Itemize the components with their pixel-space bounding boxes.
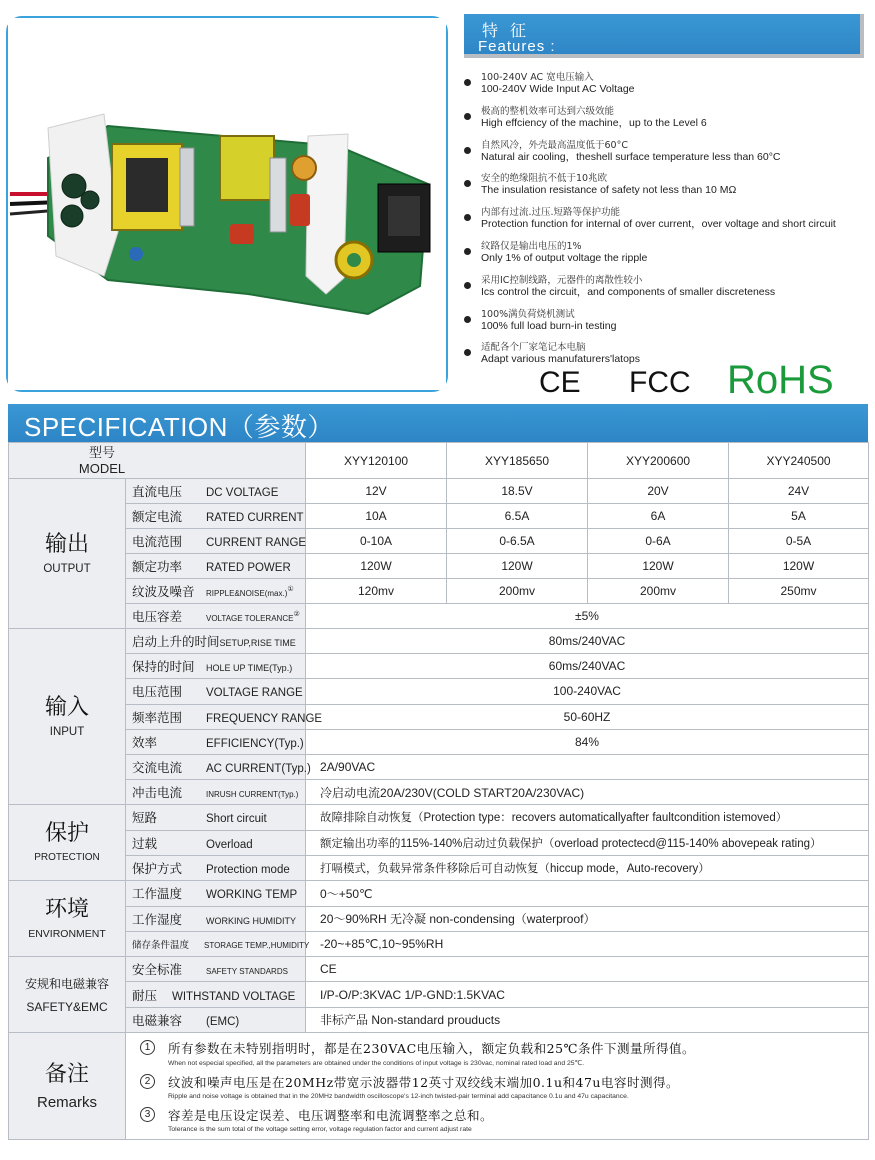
remark-number: 3 — [140, 1107, 155, 1122]
param-cell — [126, 654, 306, 679]
model-name: XYY240500 — [729, 443, 869, 479]
section-label-en: ENVIRONMENT — [28, 927, 106, 940]
value-cell: 200mv — [447, 579, 588, 604]
param-en: Overload — [206, 838, 253, 851]
input-section-label — [9, 629, 126, 805]
feature-en: Ics control the circuit，and components of smaller discreteness — [481, 285, 776, 298]
value-cell: 20～90%RH 无冷凝 non-condensing（waterproof） — [306, 906, 869, 931]
param-cn: 效率 — [132, 734, 158, 750]
rohs-logo: RoHS — [727, 358, 834, 402]
section-label-cn: 输出 — [44, 531, 89, 557]
value-cell: 0-5A — [729, 529, 869, 554]
spec-row — [9, 554, 869, 579]
feature-en: Protection function for internal of over current，over voltage and short circuit — [481, 218, 836, 231]
feature-en: 100-240V Wide Input AC Voltage — [481, 83, 635, 95]
param-en: WORKING TEMP — [206, 889, 298, 902]
environment-section-label — [9, 881, 126, 957]
section-label-en: INPUT — [49, 725, 85, 738]
spec-row — [9, 579, 869, 604]
value-cell: 84% — [306, 729, 869, 754]
feature-item — [463, 309, 873, 343]
remark-number: 2 — [140, 1074, 155, 1089]
spec-row — [9, 931, 869, 956]
model-name: XYY200600 — [588, 443, 729, 479]
param-en: CURRENT RANGE — [206, 537, 307, 549]
remark-number: 1 — [140, 1040, 155, 1055]
bullet-icon — [464, 113, 471, 120]
feature-cn: 纹路仅是输出电压的1% — [481, 240, 582, 252]
spec-row — [9, 754, 869, 779]
spec-row — [9, 957, 869, 982]
param-cn: 额定电流 — [132, 509, 183, 524]
bullet-icon — [464, 282, 471, 289]
value-cell: ±5% — [306, 604, 869, 629]
model-label-cn: 型号 — [89, 445, 116, 461]
param-en: RATED CURRENT — [206, 512, 304, 524]
bullet-icon — [464, 248, 471, 255]
spec-row — [9, 805, 869, 830]
param-cell — [126, 906, 306, 931]
features-title-en: Features : — [478, 38, 556, 55]
value-cell: 24V — [729, 479, 869, 504]
param-cn: 冲击电流 — [132, 785, 183, 801]
model-name: XYY185650 — [447, 443, 588, 479]
value-cell: 120W — [588, 554, 729, 579]
feature-cn: 安全的绝缘阻抗不低于10兆欧 — [481, 173, 608, 185]
param-cell — [126, 579, 306, 604]
param-cn: 电压范围 — [132, 684, 183, 700]
spec-row — [9, 679, 869, 704]
protection-section-label — [9, 805, 126, 881]
param-cn: 工作湿度 — [132, 911, 183, 927]
value-cell: 0-6.5A — [447, 529, 588, 554]
spec-row — [9, 479, 869, 504]
param-en: RIPPLE&NOISE(max.) — [206, 589, 288, 598]
spec-row — [9, 529, 869, 554]
feature-item — [463, 241, 873, 275]
value-cell: 0-10A — [306, 529, 447, 554]
param-cn: 工作温度 — [132, 886, 183, 902]
specification-table — [8, 442, 869, 1140]
remark-en: Tolerance is the sum total of the voltage setting error, voltage regulation factor and current adjust rate — [168, 1125, 472, 1133]
spec-row — [9, 1007, 869, 1032]
value-cell: 120W — [729, 554, 869, 579]
spec-row — [9, 881, 869, 906]
footnote-mark: ① — [287, 586, 294, 593]
param-en: STORAGE TEMP.,HUMIDITY — [204, 940, 310, 950]
param-cn: 额定功率 — [132, 559, 183, 574]
ce-logo: CE — [539, 366, 581, 399]
param-en: DC VOLTAGE — [206, 487, 279, 499]
spec-row — [9, 704, 869, 729]
value-cell: -20~+85℃,10~95%RH — [306, 931, 869, 956]
param-cell — [126, 554, 306, 579]
feature-cn: 适配各个厂家笔记本电脑 — [481, 342, 586, 354]
feature-en: Adapt various manufaturers'latops — [481, 353, 641, 366]
param-cell — [126, 754, 311, 779]
feature-en: 100% full load burn-in testing — [481, 319, 617, 332]
value-cell: 100-240VAC — [306, 679, 869, 704]
bullet-icon — [464, 180, 471, 187]
section-label-en: Remarks — [36, 1093, 97, 1111]
remarks-section-label — [9, 1032, 126, 1139]
feature-cn: 100-240V AC 宽电压输入 — [481, 72, 594, 83]
value-cell: 250mv — [729, 579, 869, 604]
param-cn: 安全标准 — [132, 962, 183, 978]
specification-header — [8, 404, 868, 442]
value-cell: 故障排除自动恢复（Protection type：recovers automaticallyafter faultcondition istemoved） — [306, 805, 869, 830]
value-cell: 0-6A — [588, 529, 729, 554]
param-en: SAFETY STANDARDS — [206, 967, 288, 977]
feature-en: Only 1% of output voltage the ripple — [481, 251, 648, 264]
param-en: SETUP,RISE TIME — [219, 638, 296, 649]
section-label-en: PROTECTION — [34, 851, 100, 863]
value-cell: 2A/90VAC — [306, 754, 869, 779]
value-cell: 18.5V — [447, 479, 588, 504]
spec-row — [9, 604, 869, 629]
remarks-content — [126, 1032, 869, 1139]
section-label-cn: 保护 — [44, 820, 89, 846]
output-section-label — [9, 479, 126, 629]
value-cell: CE — [306, 957, 869, 982]
param-en: WORKING HUMIDITY — [206, 915, 296, 926]
remark-cn: 纹波和噪声电压是在20MHz带宽示波器带12英寸双绞线末端加0.1u和47u电容时测得。 — [168, 1074, 679, 1090]
param-cn: 电流范围 — [132, 534, 183, 549]
section-label-cn: 备注 — [44, 1061, 89, 1087]
spec-row — [9, 982, 869, 1007]
remark-en: Ripple and noise voltage is obtained that in the 20MHz bandwidth oscilloscope's 12-inch twisted-pair terminal add capacitance 0.1u and 47u capacitance. — [168, 1092, 629, 1100]
param-en: HOLE UP TIME(Typ.) — [206, 663, 293, 674]
feature-item — [463, 207, 873, 241]
section-label-cn: 安规和电磁兼容 — [24, 976, 109, 991]
value-cell: 120W — [447, 554, 588, 579]
value-cell: 0～+50℃ — [306, 881, 869, 906]
value-cell: 12V — [306, 479, 447, 504]
model-row — [9, 443, 869, 479]
spec-row — [9, 830, 869, 855]
spec-row — [9, 780, 869, 805]
specification-title: SPECIFICATION（参数） — [24, 412, 334, 442]
param-cell — [126, 931, 310, 956]
remark-cn: 容差是电压设定误差、电压调整率和电流调整率之总和。 — [168, 1107, 494, 1123]
param-cell — [126, 830, 306, 855]
param-cell — [126, 504, 306, 529]
features-list — [463, 72, 873, 376]
feature-item — [463, 173, 873, 207]
specification-table-wrap — [8, 442, 868, 1140]
param-cn: 电磁兼容 — [132, 1012, 183, 1028]
param-cn: 直流电压 — [132, 484, 183, 499]
param-cn: 保护方式 — [132, 861, 183, 877]
spec-row — [9, 729, 869, 754]
bullet-icon — [464, 349, 471, 356]
bullet-icon — [464, 79, 471, 86]
remark-item — [138, 1073, 860, 1100]
param-en: AC CURRENT(Typ.) — [206, 763, 311, 776]
feature-en: Natural air cooling，theshell surface temperature less than 60°C — [481, 150, 781, 163]
features-header — [464, 14, 864, 58]
footnote-mark: ② — [293, 611, 300, 618]
value-cell: 打嗝模式，负载异常条件移除后可自动恢复（hiccup mode，Auto-recovery） — [306, 855, 869, 880]
section-label-en: OUTPUT — [43, 562, 91, 575]
param-cell — [126, 982, 306, 1007]
feature-item — [463, 275, 873, 309]
model-name: XYY120100 — [306, 443, 447, 479]
param-cell — [126, 679, 306, 704]
remark-item — [138, 1106, 860, 1133]
spec-row — [9, 629, 869, 654]
certification-logos — [463, 360, 873, 400]
value-cell: 6A — [588, 504, 729, 529]
feature-item — [463, 72, 873, 106]
param-cn: 频率范围 — [132, 709, 183, 725]
param-cell — [126, 881, 306, 906]
value-cell: 非标产品 Non-standard prouducts — [306, 1007, 869, 1032]
feature-cn: 采用IC控制线路，元器件的离散性较小 — [481, 274, 643, 286]
feature-en: High effciency of the machine，up to the Level 6 — [481, 116, 707, 129]
param-cn: 保持的时间 — [132, 659, 195, 675]
model-label-en: MODEL — [78, 460, 126, 476]
param-en: (EMC) — [206, 1015, 240, 1028]
section-label-cn: 输入 — [44, 694, 89, 720]
value-cell: 20V — [588, 479, 729, 504]
value-cell: 50-60HZ — [306, 704, 869, 729]
value-cell: 200mv — [588, 579, 729, 604]
feature-item — [463, 140, 873, 174]
param-cn: 过载 — [132, 835, 158, 851]
value-cell: 120mv — [306, 579, 447, 604]
value-cell: I/P-O/P:3KVAC 1/P-GND:1.5KVAC — [306, 982, 869, 1007]
feature-item — [463, 106, 873, 140]
param-en: VOLTAGE RANGE — [206, 687, 303, 700]
bullet-icon — [464, 316, 471, 323]
param-cn: 交流电流 — [132, 760, 183, 776]
spec-row — [9, 906, 869, 931]
param-cell — [126, 604, 306, 629]
param-cn: 电压容差 — [132, 609, 183, 624]
param-cn: 储存条件温度 — [132, 939, 190, 951]
feature-cn: 自然风冷，外壳最高温度低于60°C — [481, 139, 628, 151]
fcc-logo: FCC — [629, 366, 691, 399]
param-cell — [126, 629, 306, 654]
param-cell — [126, 957, 306, 982]
param-en: WITHSTAND VOLTAGE — [172, 990, 296, 1003]
param-en: VOLTAGE TOLERANCE — [206, 614, 294, 623]
remark-en: When not especial specified, all the parameters are obtained under the conditions of input voltage is 230vac, nominal rated load and 25℃. — [168, 1059, 585, 1067]
value-cell: 10A — [306, 504, 447, 529]
param-cell — [126, 1007, 306, 1032]
bullet-icon — [464, 147, 471, 154]
param-cell — [126, 780, 306, 805]
spec-row — [9, 654, 869, 679]
remark-cn: 所有参数在未特别指明时，都是在230VAC电压输入，额定负载和25℃条件下测量所得值。 — [168, 1040, 696, 1056]
feature-cn: 内部有过流.过压.短路等保护功能 — [481, 207, 621, 219]
value-cell: 60ms/240VAC — [306, 654, 869, 679]
remarks-row — [9, 1032, 869, 1139]
value-cell: 80ms/240VAC — [306, 629, 869, 654]
param-cn: 启动上升的时间 — [132, 634, 220, 650]
model-label-cell — [9, 443, 306, 479]
feature-cn: 100%满负荷烧机测试 — [481, 308, 575, 320]
param-cn: 耐压 — [132, 987, 158, 1003]
param-en: EFFICIENCY(Typ.) — [206, 737, 304, 750]
value-cell: 额定输出功率的115%-140%启动过负载保护（overload protectecd@115-140% abovepeak rating） — [306, 830, 869, 855]
param-cell — [126, 805, 306, 830]
bullet-icon — [464, 214, 471, 221]
param-cell — [126, 479, 306, 504]
param-en: Protection mode — [206, 864, 290, 877]
section-label-en: SAFETY&EMC — [26, 999, 108, 1014]
features-title-cn: 特征 — [482, 21, 539, 40]
param-en: FREQUENCY RANGE — [206, 712, 323, 725]
param-cell — [126, 729, 306, 754]
value-cell: 5A — [729, 504, 869, 529]
section-label-cn: 环境 — [44, 896, 89, 922]
param-en: INRUSH CURRENT(Typ.) — [206, 790, 299, 800]
param-en: Short circuit — [206, 813, 267, 826]
param-cn: 纹波及噪音 — [132, 584, 195, 599]
remark-item — [138, 1039, 860, 1067]
feature-cn: 极高的整机效率可达到六级效能 — [481, 105, 615, 117]
product-photo-frame — [6, 16, 448, 392]
param-cn: 短路 — [132, 810, 158, 826]
value-cell: 6.5A — [447, 504, 588, 529]
param-cell — [126, 529, 306, 554]
spec-row — [9, 504, 869, 529]
spec-row — [9, 855, 869, 880]
feature-en: The insulation resistance of safety not less than 10 MΩ — [481, 184, 737, 197]
param-en: RATED POWER — [206, 562, 291, 574]
value-cell: 冷启动电流20A/230V(COLD START20A/230VAC) — [306, 780, 869, 805]
param-cell — [126, 704, 323, 729]
power-supply-board-image — [8, 18, 446, 390]
param-cell — [126, 855, 306, 880]
safety-section-label — [9, 957, 126, 1033]
value-cell: 120W — [306, 554, 447, 579]
